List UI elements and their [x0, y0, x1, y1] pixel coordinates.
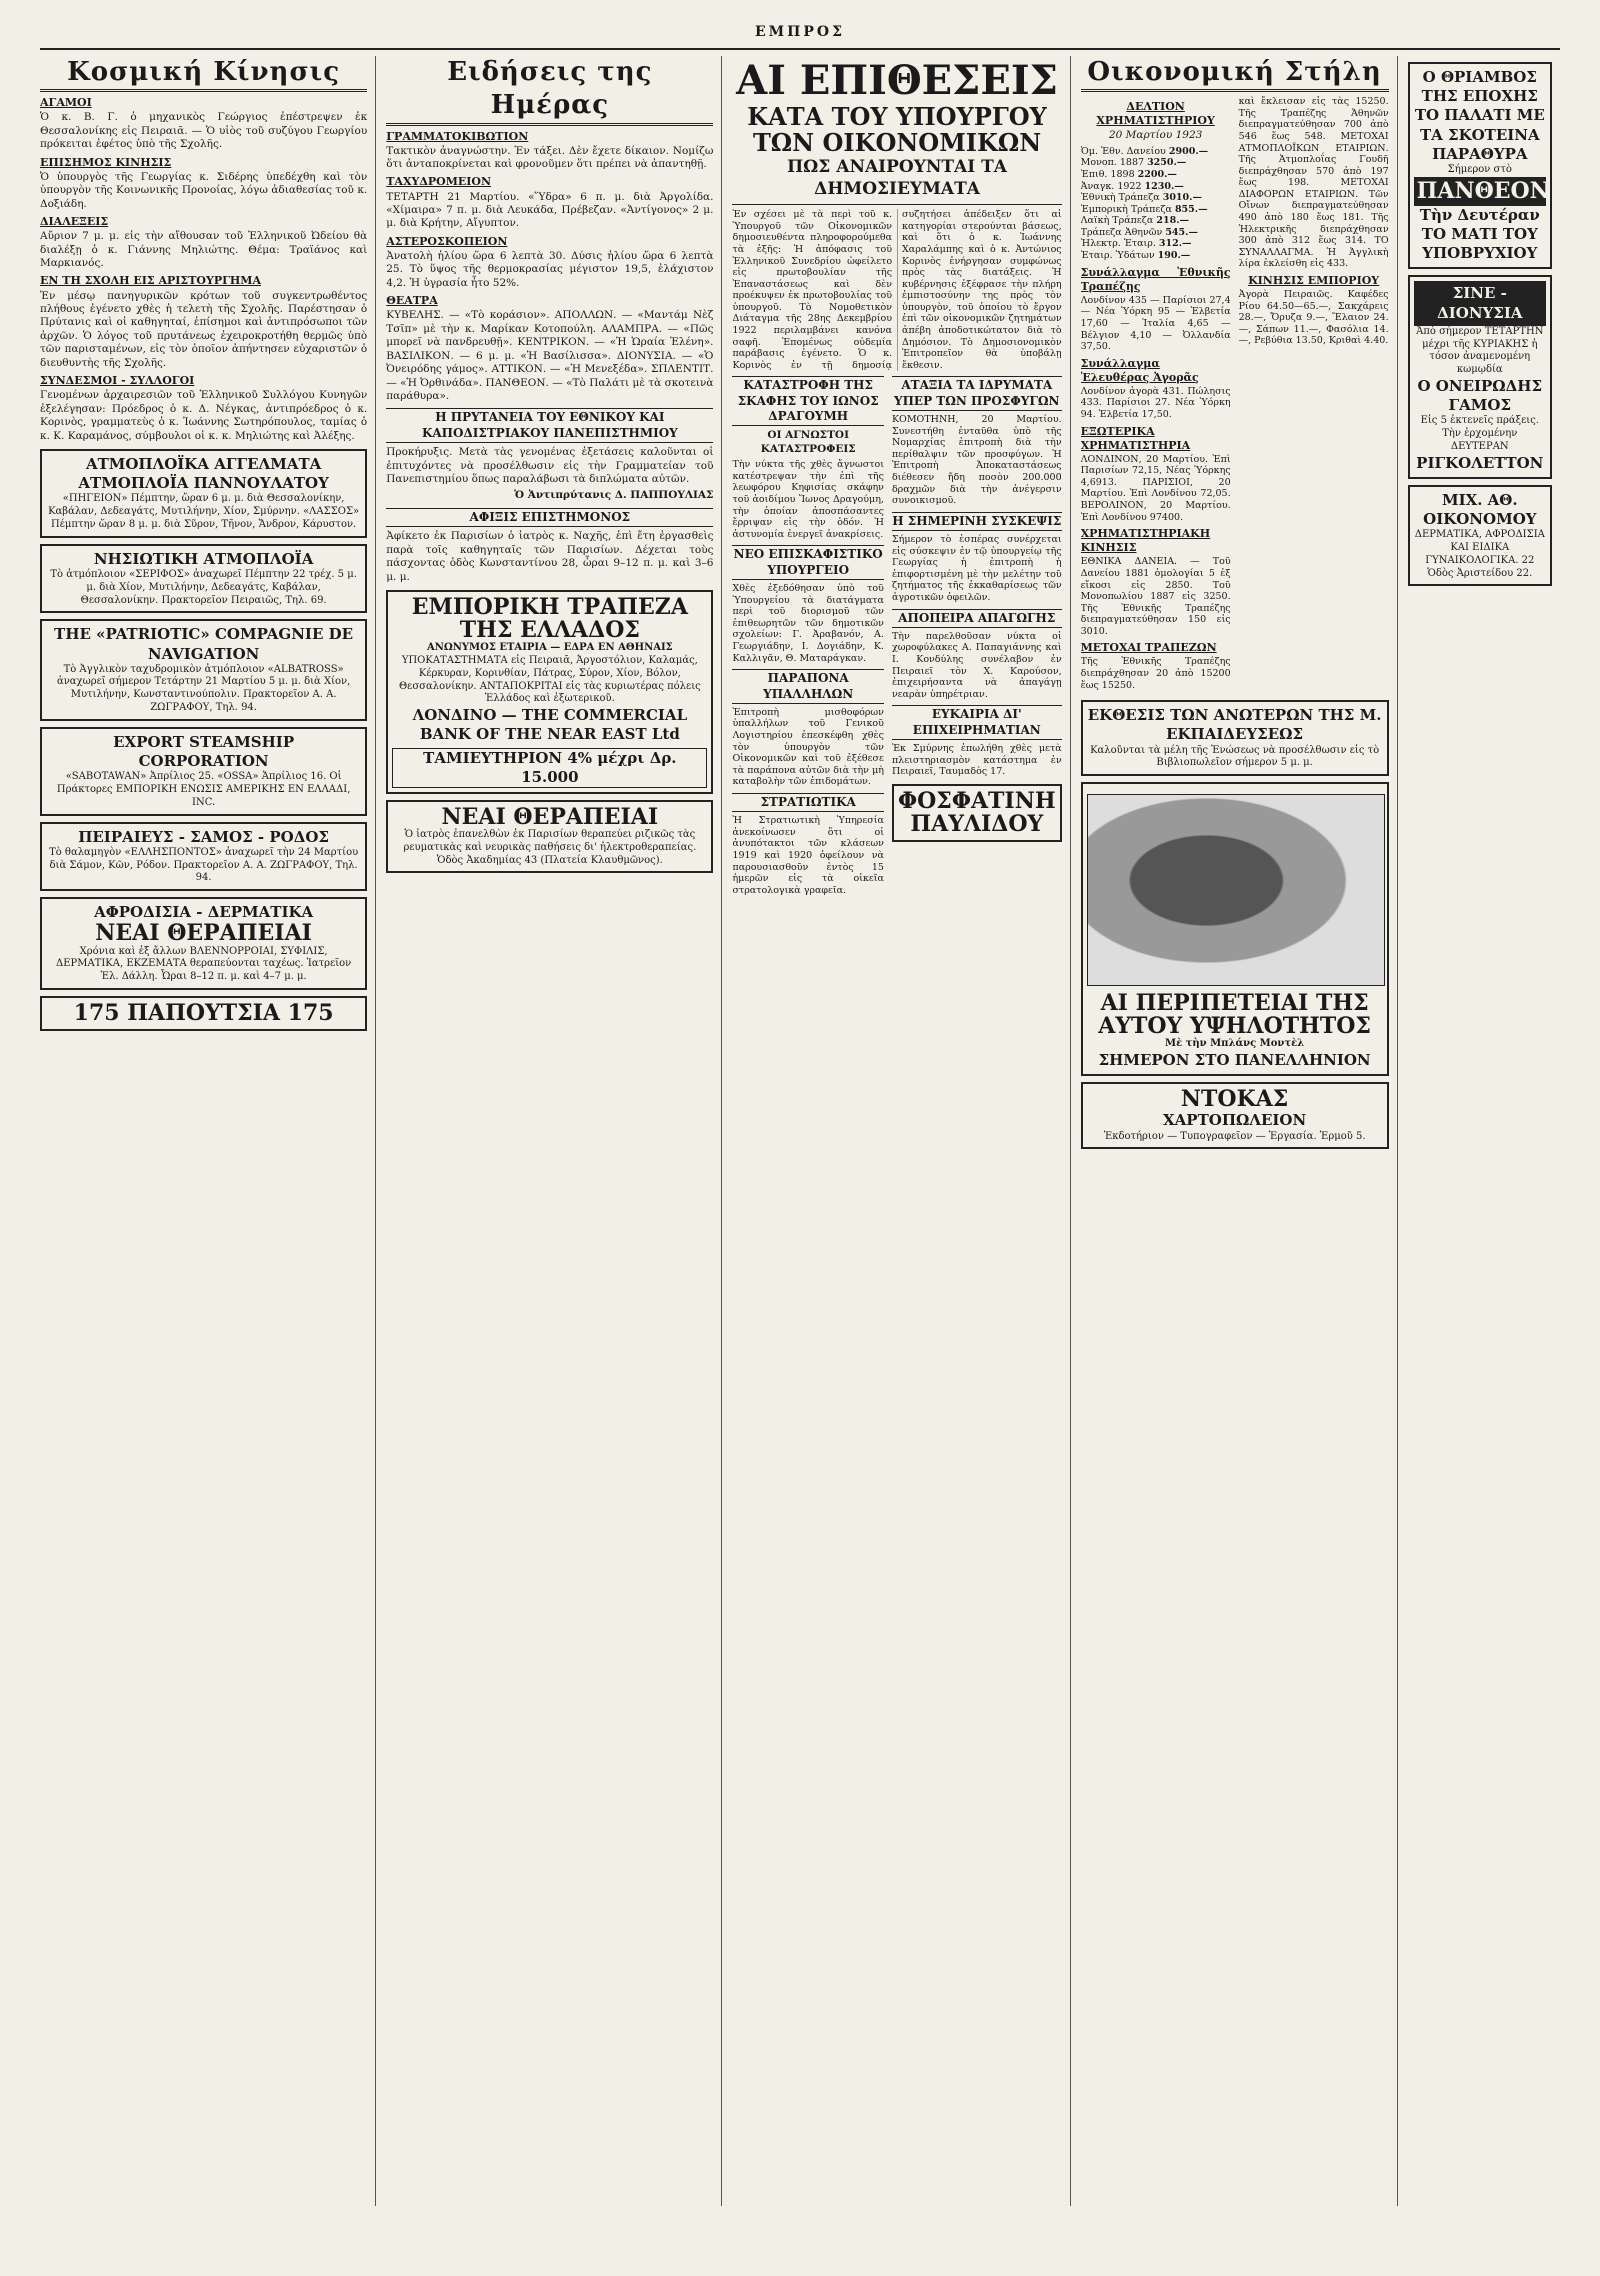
news-text: ΚΥΒΕΛΗΣ. — «Τὸ κοράσιον». ΑΠΟΛΛΩΝ. — «Μαντάμ Νὲζ Τσῖπ» μὲ τὴν κ. Μαρίκαν Κοτοπούλη. ΑΛΑΜΠΡΑ. — «Πῶς μπορεῖ νὰ πανδρευθῇ». ΚΕΝΤΡΙΚΟΝ. — «Ἡ Ὡραία Ἑλένη». ΒΑΣΙΛΙΚΟΝ. — 6 μ. μ. «Ἡ Βασίλισσα». ΔΙΟΝΥΣΙΑ. — «Ὁ Ὀνειρόδης γάμος». ΑΤΤΙΚΟΝ. — «Ἡ Μενεξέδα». ΣΠΛΕΝΤΙΤ. — «Ἡ Ὀρθινάδα». ΠΑΝΘΕΟΝ. — «Τὸ Παλάτι μὲ τὰ σκοτεινὰ παράθυρα». — [386, 309, 714, 402]
ad-text: Ἀπὸ σήμερον ΤΕΤΑΡΤΗΝ μέχρι τῆς ΚΥΡΙΑΚΗΣ ἡ τόσον ἀναμενομένη κωμῳδία — [1416, 325, 1544, 376]
finance-text: Λονδίνον 435 — Παρίσιοι 27,4 — Νέα Ὑόρκη 95 — Ἑλβετία 17,60 — Ἰταλία 4,65 — Βέλγιον 4,10 — Ὀλλανδία 37,50. — [1080, 294, 1231, 353]
ad-text: Τὸ θαλαμηγὸν «ΕΛΛΗΣΠΟΝΤΟΣ» ἀναχωρεῖ τὴν 24 Μαρτίου διὰ Σάμον, Κῶν, Ρόδον. Πρακτορεῖον Α. Α. ΖΩΓΡΑΦΟΥ, Τηλ. 94. — [49, 846, 359, 884]
ad-text: ΔΕΡΜΑΤΙΚΑ, ΑΦΡΟΔΙΣΙΑ ΚΑΙ ΕΙΔΙΚΑ ΓΥΝΑΙΚΟΛΟΓΙΚΑ. 22 Ὁδὸς Ἀριστείδου 22. — [1414, 529, 1545, 579]
ad-text: Τὸ Ἀγγλικὸν ταχυδρομικὸν ἀτμόπλοιον «ALBATROSS» ἀναχωρεῖ σήμερον Τετάρτην 21 Μαρτίου 5 μ. μ. διὰ Χίον, Μυτιλήνην, Κωνσταντινούπολιν. Πρακτορεῖον Α. Α. ΖΩΓΡΑΦΟΥ, Τηλ. 94. — [56, 663, 351, 714]
news-text: Ὁ κ. Β. Γ. ὁ μηχανικὸς Γεώργιος ἐπέστρεψεν ἐκ Θεσσαλονίκης εἰς Πειραιᾶ. — Ὁ υἱὸς τοῦ συζύγου Γεωργίου πρόκειται ἐφέτος ὑπὸ τῆς Σχολῆς. — [40, 111, 368, 151]
ad-text: Καλοῦνται τὰ μέλη τῆς Ἑνώσεως νὰ προσέλθωσιν εἰς τὸ Βιβλιοπωλεῖον σήμερον 5 μ. μ. — [1090, 744, 1380, 769]
ad-education — [1081, 700, 1389, 776]
ad-title: ΑΦΡΟΔΙΣΙΑ - ΔΕΡΜΑΤΙΚΑ — [94, 903, 314, 922]
ad-new-cures — [386, 800, 713, 873]
ad-film: ΤΟ ΠΑΛΑΤΙ ΜΕ ΤΑ ΣΚΟΤΕΙΝΑ ΠΑΡΑΘΥΡΑ — [1414, 106, 1545, 163]
story-head: ΑΤΑΞΙΑ ΤΑ ΙΔΡΥΜΑΤΑ ΥΠΕΡ ΤΩΝ ΠΡΟΣΦΥΓΩΝ — [892, 376, 1062, 411]
ad-doctor — [1408, 485, 1552, 587]
ad-more: Εἰς 5 ἐκτενεῖς πράξεις. Τὴν ἐρχομένην ΔΕΥΤΕΡΑΝ — [1420, 415, 1540, 452]
ad-title: ΑΤΜΟΠΛΟΪΚΑ ΑΓΓΕΛΜΑΤΑ — [85, 454, 322, 473]
lead-headline: ΑΙ ΕΠΙΘΕΣΕΙΣ — [736, 57, 1058, 104]
exchange-bulletin-title: ΔΕΛΤΙΟΝ ΧΡΗΜΑΤΙΣΤΗΡΙΟΥ — [1096, 100, 1215, 128]
ad-title: THE «PATRIOTIC» COMPAGNIE DE NAVIGATION — [54, 625, 354, 663]
quote-row: Μονοπ. 1887 3250.— — [1080, 157, 1187, 169]
story-text: ΚΟΜΟΤΗΝΗ, 20 Μαρτίου. Συνεστήθη ἐνταῦθα ὑπὸ τῆς Νομαρχίας ἐπιτροπὴ διὰ τὴν περίθαλψιν τῶν προσφύγων. Ἡ Ἐπιτροπὴ Ἀποκαταστάσεως διέθεσεν ἤδη ποσὸν 200.000 δραχμῶν διὰ τὴν ἀνέγερσιν συνοικισμοῦ. — [891, 414, 1062, 507]
story-head: ΑΠΟΠΕΙΡΑ ΑΠΑΓΩΓΗΣ — [892, 609, 1062, 628]
columns — [40, 56, 1560, 2206]
lower-stories — [732, 371, 1061, 899]
finance-right — [1239, 96, 1389, 694]
column-lead-story — [732, 56, 1070, 2206]
quote-row: Τράπεζα Ἀθηνῶν 545.— — [1080, 226, 1198, 238]
news-text: Τακτικὸν ἀναγνώστην. Ἐν τάξει. Δὲν ἔχετε δίκαιον. Νομίζω ὅτι ἀνταποκρίνεται καὶ φρονοῦμεν ὅτι πρέπει νὰ ἀπαντηθῇ. — [386, 144, 714, 171]
ad-text: Τὸ ἀτμόπλοιον «ΣΕΡΙΦΟΣ» ἀναχωρεῖ Πέμπτην 22 τρέχ. 5 μ. μ. διὰ Χίον, Μυτιλήνην, Δεδεαγάτς, Καβάλαν, Θεσσαλονίκην. Πρακτορεῖον Πειραιῶς, Τηλ. 69. — [50, 568, 357, 606]
finance-text: ΕΘΝΙΚΑ ΔΑΝΕΙΑ. — Τοῦ Δανείου 1881 ὁμολογίαι 5 ἐξ εἴκοσι εἰς 2850. Τοῦ Μονοπωλίου 1887 εἰς 3250. Τῆς Ἐθνικῆς Τραπέζης διεπραγματεύθησαν 150 εἰς 3010. — [1080, 556, 1231, 637]
cure-text: Ὁ ἰατρὸς ἐπανελθὼν ἐκ Παρισίων θεραπεύει ριζικῶς τὰς ρευματικὰς καὶ νευρικὰς παθήσεις δι' ἠλεκτροθεραπείας. Ὁδὸς Ἀκαδημίας 43 (Πλατεία Κλαυθμῶνος). — [403, 829, 697, 866]
ad-film: Ο ΟΝΕΙΡΩΔΗΣ ΓΑΜΟΣ — [1417, 376, 1543, 415]
quote-row: Ἀναγκ. 1922 1230.— — [1080, 180, 1184, 192]
news-head: ΘΕΑΤΡΑ — [386, 294, 438, 308]
finance-text: ΛΟΝΔΙΝΟΝ, 20 Μαρτίου. Ἐπὶ Παρισίων 72,15, Νέας Ὑόρκης 4,6913. ΠΑΡΙΣΙΟΙ, 20 Μαρτίου. Ἐπὶ Λονδίνου 72,05. ΒΕΡΟΛΙΝΟΝ, 20 Μαρτίου. Ἐπὶ Λονδίνου 97400. — [1080, 453, 1231, 523]
lead-body: Ἐν σχέσει μὲ τὰ περὶ τοῦ κ. Ὑπουργοῦ τῶν Οἰκονομικῶν δημοσιευθέντα πληροφορούμεθα τὰ ἑξῆς: Ἡ ἀπόφασις τοῦ Ἑλληνικοῦ Συνεδρίου ὠφείλετο εἰς πρωτοβουλίαν τῆς Ἐπαναστάσεως καὶ δὲν προέκυψεν ἐκ πρωτοβουλίας τοῦ ὑπουργοῦ. Τὸ Νομοθετικὸν Διάταγμα τῆς 28ης Δεκεμβρίου 1922 περιλαμβάνει κανόνα σαφῆ. Ἐπομένως οὐδεμία παράβασις ἐγένετο. Ὁ κ. Κορινὸς ἐν τῇ δημοσίᾳ συζητήσει ἀπέδειξεν ὅτι αἱ κατηγορίαι στερούνται βάσεως, καὶ ὅτι ὁ κ. Ἰωάννης Χαραλάμπης καὶ ὁ κ. Ἀντώνιος Κορινὸς ἐνήργησαν συμφώνως πρὸς τὰς διατάξεις. Ἡ κυβέρνησις ἐξέφρασε τὴν πλήρη ἐμπιστοσύνην της πρὸς τὸν ὑπουργὸν, τοῦ ὁποίου τὸ ἔργον ἐπὶ τῶν οἰκονομικῶν ζητημάτων ἀπέβη ἀποδοτικώτατον διὰ τὸ Δημόσιον. Τὸ Δημοσιονομικὸν Ἐπιτροπεῖον θὰ ὑποβάλῃ ἔκθεσιν. — [732, 209, 1062, 371]
ad-title: 175 ΠΑΠΟΥΤΣΙΑ 175 — [73, 999, 334, 1026]
finance-split — [1081, 96, 1389, 694]
finance-continued: καὶ ἔκλεισαν εἰς τὰς 15250. Τῆς Τραπέζης Ἀθηνῶν διεπραγματεύθησαν 700 ἀπὸ 546 ἕως 548. ΜΕΤΟΧΑΙ ΑΤΜΟΠΛΟΪΚΩΝ ΕΤΑΙΡΙΩΝ. Τῆς Ἀτμοπλοΐας Γουδῆ διεπράχθησαν 570 ἀπὸ 197 ἕως 198. ΜΕΤΟΧΑΙ ΔΙΑΦΟΡΩΝ ΕΤΑΙΡΙΩΝ. Τῶν Οἴνων διεπραγματεύθησαν 490 ἀπὸ 180 ἕως 181. Τῆς Ἠλεκτρικῆς διεπράχθησαν 300 ἀπὸ 312 ἕως 314. ΤΟ ΣΥΝΑΛΛΑΓΜΑ. Ἡ Ἀγγλικὴ λίρα ἐκλείσθη εἰς 433. — [1238, 96, 1389, 270]
market-text: Ἀγορὰ Πειραιῶς. Καφέδες Ρίου 64.50—65.—, Σακχάρεις 28.—, Ὄρυζα 9.—, Ἔλαιον 24.—, Σάπων 11.—, Φασόλια 14.—, Ρεβύθια 13.50, Κριθαὶ 4.40. — [1238, 289, 1389, 347]
ad-shoes — [40, 996, 367, 1031]
story-text: Χθὲς ἐξεδόθησαν ὑπὸ τοῦ Ὑπουργείου τὰ διατάγματα περὶ τοῦ διορισμοῦ τῶν ἐπιθεωρητῶν τῶν δημοτικῶν σχολείων: Γ. Ἀραβανόν, Α. Γεωργιάδην, Ι. Δογιάδην, Κ. Καλλιγᾶν, Θ. Ματαράγκαν. — [732, 583, 884, 664]
column-social — [40, 56, 376, 2206]
masthead: ΕΜΠΡΟΣ — [40, 24, 1560, 50]
couple-illustration — [1087, 794, 1385, 986]
ad-samos — [40, 822, 367, 892]
column-title: Ειδήσεις της Ημέρας — [386, 56, 713, 126]
university-notice-sign: Ὁ Ἀντιπρύτανις Δ. ΠΑΠΠΟΥΛΙΑΣ — [514, 489, 714, 502]
ad-title: ΜΙΧ. ΑΘ. ΟΙΚΟΝΟΜΟΥ — [1423, 490, 1537, 529]
news-text: Αὔριον 7 μ. μ. εἰς τὴν αἴθουσαν τοῦ Ἑλληνικοῦ Ὠδείου θὰ διαλέξῃ ὁ κ. Γιάννης Μηλιώτης. Θέμα: Τραϊάνος καὶ Μαρκιανός. — [40, 230, 368, 269]
quote-row: Ἐπιθ. 1898 2200.— — [1080, 169, 1177, 181]
ad-pantheon — [1408, 62, 1552, 269]
story-head: ΠΑΡΑΠΟΝΑ ΥΠΑΛΛΗΛΩΝ — [732, 669, 883, 704]
cure-title: ΝΕΑΙ ΘΕΡΑΠΕΙΑΙ — [441, 803, 659, 830]
news-head: ΕΠΙΣΗΜΟΣ ΚΙΝΗΣΙΣ — [40, 155, 172, 169]
movie-cta: ΣΗΜΕΡΟΝ ΣΤΟ ΠΑΝΕΛΛΗΝΙΟΝ — [1098, 1051, 1371, 1070]
story-head: ΝΕΟ ΕΠΙΣΚΑΦΙΣΤΙΚΟ ΥΠΟΥΡΓΕΙΟ — [732, 545, 883, 580]
news-head: ΑΣΤΕΡΟΣΚΟΠΕΙΟΝ — [386, 234, 508, 248]
finance-head: ΕΞΩΤΕΡΙΚΑ ΧΡΗΜΑΤΙΣΤΗΡΙΑ — [1080, 424, 1191, 452]
column-ads — [1408, 56, 1560, 2206]
ad-stationery — [1081, 1082, 1389, 1149]
news-head: ΕΝ ΤΗ ΣΧΟΛΗ ΕΙΣ ΑΡΙΣΤΟΥΡΓΗΜΑ — [40, 274, 261, 288]
ad-text: «ΠΗΓΕΙΟΝ» Πέμπτην, ὥραν 6 μ. μ. διὰ Θεσσαλονίκην, Καβάλαν, Δεδεαγάτς, Μυτιλήνην, Χίον, Σμύρνην. «ΛΑΣΣΟΣ» Πέμπτην ὥραν 8 μ. μ. διὰ Σῦρον, Τῆνον, Ἄνδρον, Κάρυστον. — [48, 493, 360, 530]
movie-title: ΑΙ ΠΕΡΙΠΕΤΕΙΑΙ ΤΗΣ ΑΥΤΟΥ ΥΨΗΛΟΤΗΤΟΣ — [1098, 990, 1371, 1040]
shop-text: Ἐκδοτήριον — Τυπογραφεῖον — Ἐργασία. Ἐρμοῦ 5. — [1103, 1130, 1366, 1142]
ad-patriotic — [40, 619, 367, 721]
newspaper-page — [40, 24, 1560, 2224]
story-sub: ΟΙ ΑΓΝΩΣΤΟΙ ΚΑΤΑΣΤΡΟΦΕΙΣ — [760, 429, 856, 455]
column-finance — [1081, 56, 1398, 2206]
ad-text: Χρόνια καὶ ἐξ ἄλλων ΒΛΕΝΝΟΡΡΟΙΑΙ, ΣΥΦΙΛΙΣ, ΔΕΡΜΑΤΙΚΑ, ΕΚΖΕΜΑΤΑ θεραπεύονται ταχέως. Ἰατρεῖον Ἐλ. Δάλλη. Ὧραι 8–12 π. μ. καὶ 4–7 μ. μ. — [55, 945, 352, 983]
ad-title: EXPORT STEAMSHIP CORPORATION — [113, 732, 295, 771]
doctor-arrival-title: ΑΦΙΞΙΣ ΕΠΙΣΤΗΜΟΝΟΣ — [386, 508, 713, 527]
exchange-date: 20 Μαρτίου 1923 — [1108, 129, 1203, 142]
movie-subtitle: Μὲ τὴν Μπλάνς Μοντὲλ — [1165, 1038, 1305, 1050]
news-head: ΔΙΑΛΕΞΕΙΣ — [40, 215, 109, 229]
news-list — [40, 96, 367, 443]
ad-when: Σήμερον στὸ — [1447, 163, 1512, 175]
lower-right — [892, 371, 1062, 899]
story-head: ΣΤΡΑΤΙΩΤΙΚΑ — [732, 793, 883, 812]
story-head: ΕΥΚΑΙΡΙΑ ΔΙ' ΕΠΙΧΕΙΡΗΜΑΤΙΑΝ — [892, 705, 1062, 740]
bank-london: ΛΟΝΔΙΝΟ — THE COMMERCIAL BANK OF THE NEAR EAST Ltd — [412, 706, 688, 744]
finance-head: Συνάλλαγμα Ἐθνικῆς Τραπέζης — [1080, 265, 1231, 293]
story-text: Σήμερον τὸ ἑσπέρας συνέρχεται εἰς σύσκεψιν ἐν τῷ ὑπουργείῳ τῆς Γεωργίας ἡ ἐπιτροπὴ ἡ ἐπιφορτισμένη μὲ τὴν μελέτην τοῦ ζητήματος τῆς ἐκκαθαρίσεως τῶν ἀγροτικῶν ὀφειλῶν. — [891, 534, 1062, 603]
ad-title: ΝΗΣΙΩΤΙΚΗ ΑΤΜΟΠΛΟΪΑ — [93, 549, 314, 568]
lead-deck: ΠΩΣ ΑΝΑΙΡΟΥΝΤΑΙ ΤΑ ΔΗΜΟΣΙΕΥΜΑΤΑ — [732, 157, 1061, 206]
ad-title: ΕΚΘΕΣΙΣ ΤΩΝ ΑΝΩΤΕΡΩΝ ΤΗΣ Μ. ΕΚΠΑΙΔΕΥΣΕΩΣ — [1087, 706, 1382, 744]
finance-head: ΜΕΤΟΧΑΙ ΤΡΑΠΕΖΩΝ — [1080, 641, 1217, 655]
bank-savings: ΤΑΜΙΕΥΤΗΡΙΟΝ 4% μέχρι Δρ. 15.000 — [392, 748, 707, 788]
ad-next: Τὴν Δευτέραν ΤΟ ΜΑΤΙ ΤΟΥ ΥΠΟΒΡΥΧΙΟΥ — [1419, 205, 1540, 263]
ad-export — [40, 727, 367, 816]
ad-phosphatine — [892, 784, 1062, 842]
quote-row: Λαϊκὴ Τράπεζα 218.— — [1080, 215, 1190, 227]
finance-head: Συνάλλαγμα Ἐλευθέρας Ἀγορᾶς — [1080, 356, 1199, 384]
quote-row: Ἑταιρ. Ὑδάτων 190.— — [1080, 250, 1191, 262]
news-text: Ὁ ὑπουργὸς τῆς Γεωργίας κ. Σιδέρης ὑπεδέχθη καὶ τὸν ὑπουργὸν τῆς Κοινωνικῆς Προνοίας, λόγω ἀδιαθεσίας τοῦ κ. Δοξιάδη. — [40, 170, 368, 210]
ad-title: ΣΙΝΕ - ΔΙΟΝΥΣΙΑ — [1414, 281, 1546, 325]
doctor-arrival-text: Ἀφίκετο ἐκ Παρισίων ὁ ἰατρὸς κ. Ναχῆς, ἐπὶ ἔτη ἐργασθεὶς παρὰ τοῖς καθηγηταῖς τῶν Παρισίων. Δέχεται τοὺς πάσχοντας ὁδὸς Κωνσταντίνου 28, ὧραι 9–12 π. μ. καὶ 3–6 μ. μ. — [386, 530, 714, 583]
shop-subtitle: ΧΑΡΤΟΠΩΛΕΙΟΝ — [1163, 1111, 1307, 1130]
bank-text: ΥΠΟΚΑΤΑΣΤΗΜΑΤΑ εἰς Πειραιᾶ, Ἀργοστόλιον, Καλαμάς, Κέρκυραν, Κορινθίαν, Πάτρας, Σύρον, Χίον, Βόλον, Θεσσαλονίκην. ΑΝΤΑΠΟΚΡΙΤΑΙ εἰς τὰς κυριωτέρας πόλεις Ἑλλάδος καὶ ἐξωτερικοῦ. — [398, 654, 701, 705]
ad-island-shipping — [40, 544, 367, 614]
university-notice-text: Προκήρυξις. Μετὰ τὰς γενομένας ἐξετάσεις καλοῦνται οἱ ἐπιτυχόντες νὰ προσέλθωσιν εἰς τὴν Γραμματείαν τοῦ Πανεπιστημίου ὅπως παραλάβωσι τὰ διπλώματα αὐτῶν. — [386, 446, 714, 485]
story-text: Ἐκ Σμύρνης ἐπωλήθη χθὲς μετὰ πλειστηριασμὸν κατάστημα ἐν Πειραιεῖ, Ταυμαδὸς 17. — [891, 743, 1062, 778]
ad-title: ΦΟΣΦΑΤΙΝΗ ΠΑΥΛΙΔΟΥ — [897, 787, 1056, 837]
news-head: ΑΓΑΜΟΙ — [40, 96, 92, 110]
ad-subtitle: ΝΕΑΙ ΘΕΡΑΠΕΙΑΙ — [95, 920, 312, 947]
shop-title: ΝΤΟΚΑΣ — [1180, 1086, 1289, 1113]
finance-head: ΧΡΗΜΑΤΙΣΤΗΡΙΑΚΗ ΚΙΝΗΣΙΣ — [1080, 527, 1211, 555]
news-text: Ἐν μέσῳ πανηγυρικῶν κρότων τοῦ συγκεντρωθέντος πλήθους ἐγένετο χθὲς ἡ τελετὴ τῆς Σχολῆς. Παρέστησαν ὁ Πρύτανις καὶ οἱ καθηγηταί, ἐπίσημοι καὶ ἀντιπρόσωποι τῶν ἀρχῶν. Ὁ λόγος τοῦ πρυτάνεως ἐχειροκροτήθη θερμῶς ὑπὸ τῶν παρισταμένων, εἰς τὸν ὁποῖον ἀπήντησεν εὐχαριστῶν ὁ διευθυντὴς τῆς Σχολῆς. — [40, 289, 368, 369]
quote-table — [1081, 146, 1231, 262]
ad-subtitle: ΑΤΜΟΠΛΟΪΑ ΠΑΝΝΟΥΛΑΤΟΥ — [78, 474, 329, 493]
ad-title: Ο ΘΡΙΑΜΒΟΣ ΤΗΣ ΕΠΟΧΗΣ — [1421, 68, 1538, 106]
ad-next: ΡΙΓΚΟΛΕΤΤΟΝ — [1416, 453, 1544, 472]
bank-title: ΕΜΠΟΡΙΚΗ ΤΡΑΠΕΖΑ ΤΗΣ ΕΛΛΑΔΟΣ — [411, 593, 688, 644]
ad-title: ΠΕΙΡΑΙΕΥΣ - ΣΑΜΟΣ - ΡΟΔΟΣ — [78, 827, 330, 846]
story-text: Ἐπιτροπὴ μισθοφόρων ὑπαλλήλων τοῦ Γενικοῦ Λογιστηρίου ἐπεσκέφθη χθὲς τὸν ὑπουργὸν τῶν Οἰκονομικῶν καὶ τοῦ ἐξέθεσε τὰ παράπονα αὐτῶν διὰ τὴν μὴ καταβολὴν τῶν ἐπιδομάτων. — [732, 706, 884, 788]
news-text: ΤΕΤΑΡΤΗ 21 Μαρτίου. «Ὕδρα» 6 π. μ. διὰ Ἀργολίδα. «Χίμαιρα» 7 π. μ. διὰ Λευκάδα, Πρέβεζαν. «Ἀντίγονος» 2 μ. μ. διὰ Κρήτην, Αἴγυπτον. — [386, 190, 714, 230]
ad-bank — [386, 590, 713, 794]
story-text: Ἡ Στρατιωτικὴ Ὑπηρεσία ἀνεκοίνωσεν ὅτι οἱ ἀνυπότακτοι τῶν κλάσεων 1919 καὶ 1920 ὀφείλουν νὰ παρουσιασθοῦν ἐντὸς 15 ἡμερῶν εἰς τὰ οἰκεῖα στρατολογικὰ γραφεῖα. — [732, 815, 884, 896]
quote-row: Ἐθνικὴ Τράπεζα 3010.— — [1080, 192, 1202, 204]
ad-shipping — [40, 449, 367, 538]
column-news — [386, 56, 722, 2206]
lead-subheadline: ΚΑΤΑ ΤΟΥ ΥΠΟΥΡΓΟΥ ΤΩΝ ΟΙΚΟΝΟΜΙΚΩΝ — [747, 102, 1047, 158]
story-head: Η ΣΗΜΕΡΙΝΗ ΣΥΣΚΕΨΙΣ — [892, 512, 1062, 531]
bank-subtitle: ΑΝΩΝΥΜΟΣ ΕΤΑΙΡΙΑ — ΕΔΡΑ ΕΝ ΑΘΗΝΑΙΣ — [426, 642, 673, 654]
market-head: ΚΙΝΗΣΙΣ ΕΜΠΟΡΙΟΥ — [1248, 273, 1380, 287]
column-title: Οικονομική Στήλη — [1081, 56, 1389, 92]
finance-left — [1081, 96, 1231, 694]
ad-cine-dionysia — [1408, 275, 1552, 479]
quote-row: Ὁμ. Ἐθν. Δανείου 2900.— — [1080, 145, 1209, 157]
ad-medical — [40, 897, 367, 990]
news-head: ΣΥΝΔΕΣΜΟΙ - ΣΥΛΛΟΓΟΙ — [40, 374, 195, 388]
story-text: Τὴν νύκτα τῆς χθὲς ἄγνωστοι κατέστρεψαν τὴν ἐπὶ τῆς λεωφόρου Κηφισίας σκάφην τοῦ ἀοιδίμου Ἴωνος Δραγούμη, τὴν ὁποίαν ἀποσπάσαντες ἔρριψαν εἰς τὴν ὁδόν. Ἡ ἀστυνομία ἐνεργεῖ ἀνακρίσεις. — [732, 459, 884, 540]
university-notice-title: Η ΠΡΥΤΑΝΕΙΑ ΤΟΥ ΕΘΝΙΚΟΥ ΚΑΙ ΚΑΠΟΔΙΣΤΡΙΑΚΟΥ ΠΑΝΕΠΙΣΤΗΜΙΟΥ — [386, 408, 713, 443]
ad-movie — [1081, 782, 1389, 1076]
news-head: ΓΡΑΜΜΑΤΟΚΙΒΩΤΙΟΝ — [386, 129, 529, 143]
story-head: ΚΑΤΑΣΤΡΟΦΗ ΤΗΣ ΣΚΑΦΗΣ ΤΟΥ ΙΩΝΟΣ ΔΡΑΓΟΥΜΗ — [732, 376, 883, 426]
ad-cinema: ΠΑΝΘΕΟΝ — [1414, 177, 1546, 206]
news-text: Ἀνατολὴ ἡλίου ὥρα 6 λεπτὰ 30. Δύσις ἡλίου ὥρα 6 λεπτὰ 25. Τὸ ὕψος τῆς θερμοκρασίας μέγιστον 19,5, ἐλάχιστον 4,2. Ἡ ὑγρασία ἦτο 52%. — [386, 249, 714, 289]
news-head: ΤΑΧΥΔΡΟΜΕΙΟΝ — [386, 175, 492, 189]
news-text: Γενομένων ἀρχαιρεσιῶν τοῦ Ἑλληνικοῦ Συλλόγου Κυνηγῶν ἐξελέγησαν: Πρόεδρος ὁ κ. Δ. Νέγκας, ἀντιπρόεδρος ὁ κ. Κορινὸς, γραμματεὺς ὁ κ. Ἰωάννης Σωτηρόπουλος, ταμίας ὁ κ. Κ. Καραμάνος, σύμβουλοι οἱ κ. κ. Μηλιώτης καὶ Ἀλέξης. — [40, 389, 368, 442]
lower-left — [732, 371, 883, 899]
quote-row: Ἠλεκτρ. Ἑταιρ. 312.— — [1080, 238, 1192, 250]
story-text: Τὴν παρελθοῦσαν νύκτα οἱ χωροφύλακες Α. Παπαγιάννης καὶ Ι. Κονδύλης συνέλαβον ἐν Πειραιεῖ τὸν Χ. Καρούσον, ἐπιχειρήσαντα νὰ ἀπαγάγῃ νεαρὰν ὑπηρέτριαν. — [891, 630, 1062, 700]
quote-row: Ἐμπορικὴ Τράπεζα 855.— — [1080, 203, 1208, 215]
finance-text: Τῆς Ἐθνικῆς Τραπέζης διεπράχθησαν 20 ἀπὸ 15200 ἕως 15250. — [1080, 656, 1231, 691]
ad-text: «SABOTAWAN» Ἀπρίλιος 25. «OSSA» Ἀπρίλιος 16. Οἱ Πράκτορες ΕΜΠΟΡΙΚΗ ΕΝΩΣΙΣ ΑΜΕΡΙΚΗΣ ΕΝ ΕΛΛΑΔΙ, INC. — [56, 771, 351, 808]
finance-text: Λονδίνον ἀγορὰ 431. Πώλησις 433. Παρίσιοι 27. Νέα Ὑόρκη 94. Ἑλβετία 17,50. — [1080, 385, 1231, 420]
column-title: Κοσμική Κίνησις — [40, 56, 367, 92]
